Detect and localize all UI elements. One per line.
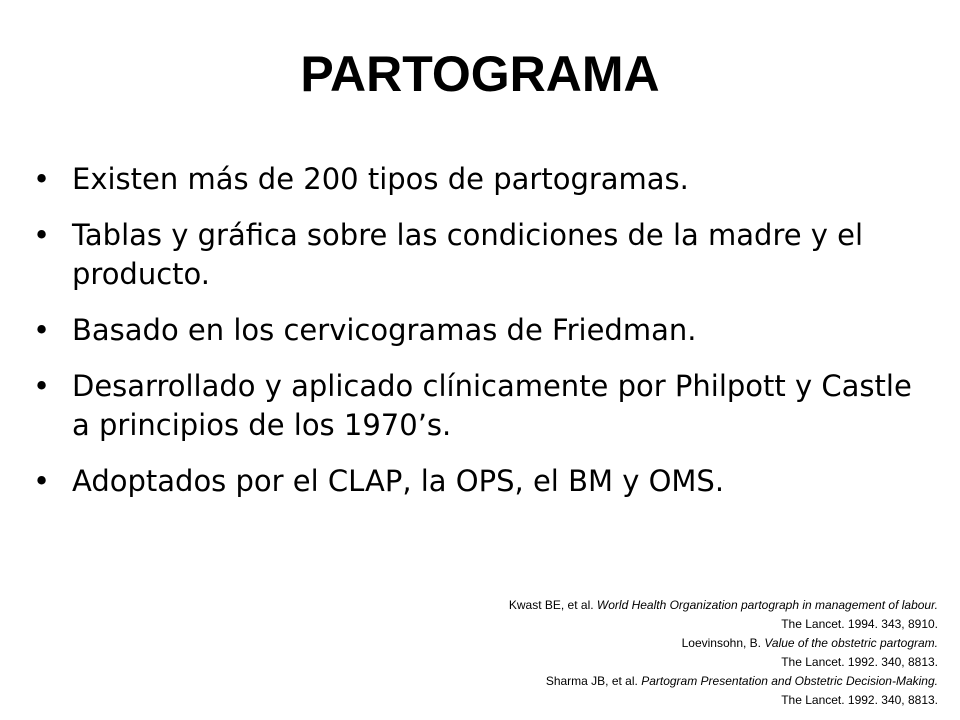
bullet-text: Existen más de 200 tipos de partogramas.: [72, 162, 689, 196]
slide-title: PARTOGRAMA: [300, 46, 660, 102]
reference-source: The Lancet. 1994. 343, 8910.: [781, 617, 938, 631]
bullet-marker: •: [33, 464, 51, 498]
bullet-item: [33, 160, 938, 199]
bullet-marker: •: [33, 218, 51, 252]
references: [378, 596, 938, 710]
reference-source: The Lancet. 1992. 340, 8813.: [781, 693, 938, 707]
bullet-marker: •: [33, 162, 51, 196]
reference-work: World Health Organization partograph in management of labour.: [596, 598, 938, 612]
reference-citation: [378, 634, 938, 653]
bullet-text: Adoptados por el CLAP, la OPS, el BM y OMS.: [72, 464, 725, 498]
bullet-item: [33, 462, 938, 501]
reference-citation: [378, 672, 938, 691]
bullet-text: Desarrollado y aplicado clínicamente por Philpott y Castle a principios de los 1970’s.: [72, 369, 912, 442]
reference-authors: Kwast BE, et al.: [508, 598, 597, 612]
bullet-text: Basado en los cervicogramas de Friedman.: [72, 313, 697, 347]
bullet-marker: •: [33, 313, 51, 347]
reference-work: Partogram Presentation and Obstetric Decision-Making.: [641, 674, 938, 688]
bullet-item: [33, 216, 938, 294]
reference-source: The Lancet. 1992. 340, 8813.: [781, 655, 938, 669]
reference-citation: [378, 596, 938, 615]
reference-authors: Loevinsohn, B.: [681, 636, 765, 650]
bullet-list: [33, 160, 938, 518]
bullet-marker: •: [33, 369, 51, 403]
reference-work: Value of the obstetric partogram.: [764, 636, 938, 650]
bullet-item: [33, 367, 938, 445]
bullet-text: Tablas y gráfica sobre las condiciones de la madre y el producto.: [72, 218, 864, 291]
bullet-item: [33, 311, 938, 350]
reference-authors: Sharma JB, et al.: [545, 674, 642, 688]
